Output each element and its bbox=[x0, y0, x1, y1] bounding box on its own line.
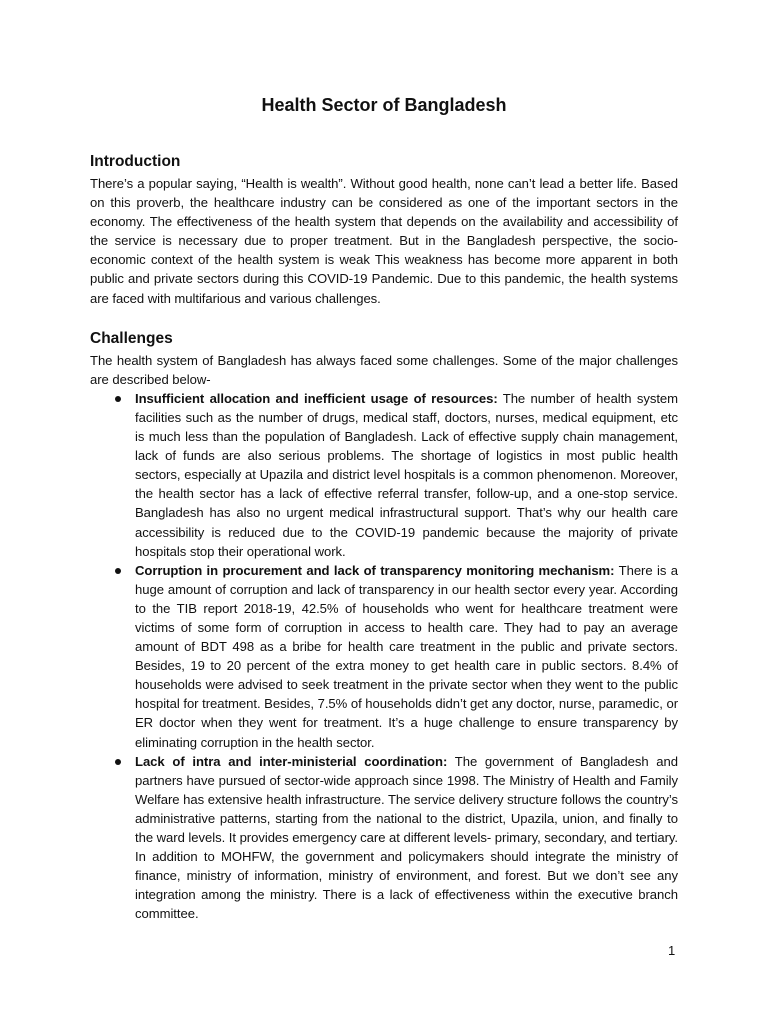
section-spacer bbox=[90, 308, 678, 329]
bullet-icon bbox=[115, 396, 121, 402]
list-item-text: There is a huge amount of corruption and lack of transparency in our health sector every year. According to the TIB report 2018-19, 42.5% of households who went for healthcare treatment were victims of some form of corruption in access to health care. They had to pay an average amount of BDT 498 as a bribe for health care treatment in the public and private sectors. Besides, 19 to 20 percent of the extra money to get health care in public sectors. 8.4% of households were advised to seek treatment in the private sector when they went to the public hospital for treatment. Besides, 7.5% of households didn’t get any doctor, nurse, paramedic, or ER doctor when they went for treatment. It’s a huge challenge to ensure transparency by eliminating corruption in the health sector. bbox=[135, 562, 678, 750]
list-item-title: Insufficient allocation and inefficient usage of resources: bbox=[135, 390, 498, 406]
page-number: 1 bbox=[668, 943, 676, 958]
bullet-icon bbox=[115, 568, 121, 574]
list-item bbox=[90, 561, 678, 752]
page-content bbox=[90, 92, 678, 923]
challenges-heading: Challenges bbox=[90, 329, 173, 347]
list-item bbox=[90, 389, 678, 561]
bullet-icon bbox=[115, 759, 121, 765]
introduction-heading: Introduction bbox=[90, 153, 181, 170]
challenges-list bbox=[90, 389, 678, 924]
challenges-intro-paragraph: The health system of Bangladesh has always faced some challenges. Some of the major challenges are described below- bbox=[90, 352, 678, 387]
list-item bbox=[90, 752, 678, 924]
list-item-text: The number of health system facilities such as the number of drugs, medical staff, doctors, nurses, medical equipment, etc is much less than the population of Bangladesh. Lack of effective supply chain management, lack of funds are also serious problems. The shortage of logistics in most public health sectors, especially at Upazila and district level hospitals is a common phenomenon. Moreover, the health sector has a lack of effective referral transfer, follow-up, and a one-stop service. Bangladesh has also no urgent medical infrastructural support. That’s why our health care accessibility is reduced due to the COVID-19 pandemic because the majority of private hospitals stop their operational work. bbox=[135, 390, 678, 559]
list-item-text: The government of Bangladesh and partners have pursued of sector-wide approach since 1998. The Ministry of Health and Family Welfare has extensive health infrastructure. The service delivery structure follows the country’s administrative patterns, starting from the national to the district, Upazila, union, and finally to the ward levels. It provides emergency care at different levels- primary, secondary, and tertiary. In addition to MOHFW, the government and policymakers should integrate the ministry of finance, ministry of information, ministry of environment, and forest. But we don’t see any integration among the ministry. There is a lack of effectiveness within the executive branch committee. bbox=[135, 753, 678, 922]
list-item-title: Lack of intra and inter-ministerial coordination: bbox=[135, 753, 448, 769]
document-title: Health Sector of Bangladesh bbox=[261, 95, 507, 115]
introduction-paragraph: There’s a popular saying, “Health is wealth”. Without good health, none can’t lead a better life. Based on this proverb, the healthcare industry can be considered as one of the important sectors in the economy. The effectiveness of the health system that depends on the availability and accessibility of the service is necessary due to proper treatment. But in the Bangladesh perspective, the socio-economic context of the health system is weak This weakness has become more apparent in both public and private sectors during this COVID-19 Pandemic. Due to this pandemic, the health systems are faced with multifarious and various challenges. bbox=[90, 176, 678, 306]
list-item-title: Corruption in procurement and lack of transparency monitoring mechanism: bbox=[135, 562, 615, 578]
